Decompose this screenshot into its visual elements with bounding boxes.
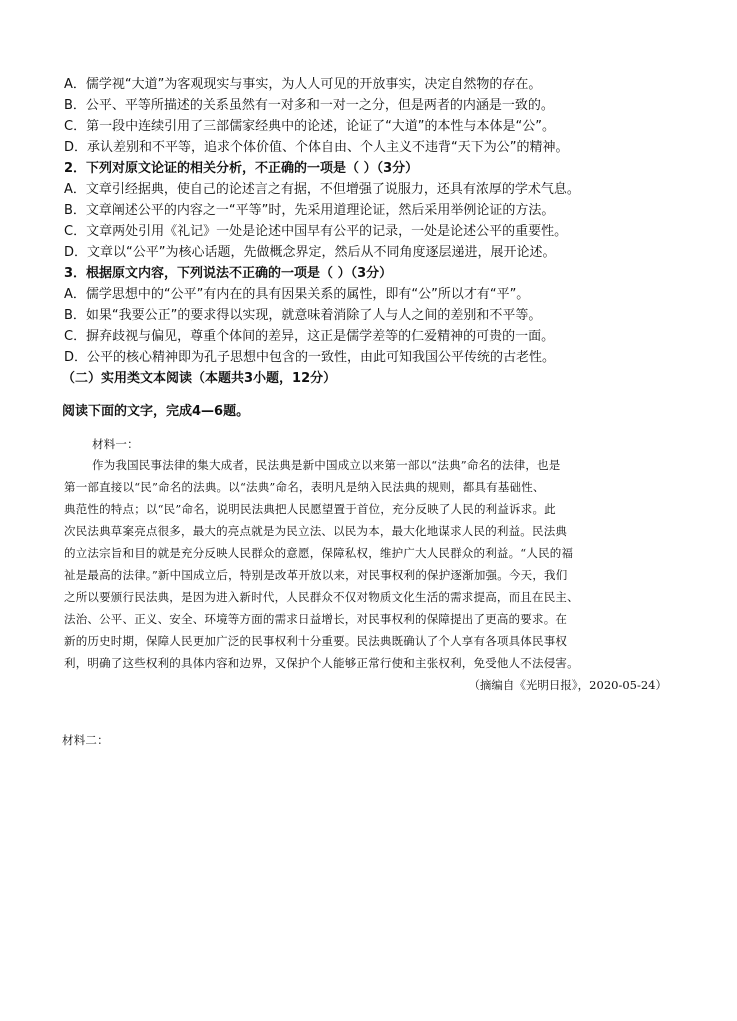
- material-1-line: 法治、公平、正义、安全、环境等方面的需求日益增长，对民事权利的保障提出了更高的要求。在: [64, 612, 568, 626]
- material-1-line: 利，明确了这些权利的具体内容和边界，又保护个人能够正常行使和主张权利，免受他人不法侵害。: [64, 656, 579, 670]
- q1-option-b: B．公平、平等所描述的关系虽然有一对多和一对一之分，但是两者的内涵是一致的。: [64, 98, 554, 113]
- q3-option-b: B．如果“我要公正”的要求得以实现，就意味着消除了人与人之间的差别和不平等。: [64, 308, 542, 323]
- q3-option-d: D．公平的核心精神即为孔子思想中包含的一致性，由此可知我国公平传统的古老性。: [64, 350, 556, 365]
- reading-instruction: 阅读下面的文字，完成4—6题。: [62, 404, 250, 419]
- q1-option-c: C．第一段中连续引用了三部儒家经典中的论述，论证了“大道”的本性与本体是“公”。: [64, 119, 556, 134]
- material-1-line: 的立法宗旨和目的就是充分反映人民群众的意愿，保障私权，维护广大人民群众的利益。“人民的福: [64, 546, 574, 560]
- material-1-line: 次民法典草案亮点很多，最大的亮点就是为民立法、以民为本，最大化地谋求人民的利益。民法典: [64, 524, 568, 538]
- material-1-line: 典范性的特点；以“民”命名，说明民法典把人民愿望置于首位，充分反映了人民的利益诉求。此: [64, 502, 556, 516]
- q3-option-a: A．儒学思想中的“公平”有内在的具有因果关系的属性，即有“公”所以才有“平”。: [64, 287, 530, 302]
- material-1-line: 之所以要颁行民法典，是因为进入新时代，人民群众不仅对物质文化生活的需求提高，而且在民主、: [64, 590, 579, 604]
- material-1-line: 祉是最高的法律。”新中国成立后，特别是改革开放以来，对民事权利的保护逐渐加强。今天，我们: [64, 568, 568, 582]
- q2-option-c: C．文章两处引用《礼记》一处是论述中国早有公平的记录，一处是论述公平的重要性。: [64, 224, 568, 239]
- q2-option-d: D．文章以“公平”为核心话题，先做概念界定，然后从不同角度逐层递进，展开论述。: [64, 245, 556, 260]
- material-1-line: 第一部直接以“民”命名的法典。以“法典”命名，表明凡是纳入民法典的规则，都具有基础性、: [64, 480, 545, 494]
- material-1-line: 作为我国民事法律的集大成者，民法典是新中国成立以来第一部以“法典”命名的法律，也是: [92, 458, 561, 472]
- q3-option-c: C．摒弃歧视与偏见，尊重个体间的差异，这正是儒学差等的仁爱精神的可贵的一面。: [64, 329, 555, 344]
- material-1-label: 材料一：: [92, 437, 139, 451]
- q1-option-a: A．儒学视“大道”为客观现实与事实，为人人可见的开放事实，决定自然物的存在。: [64, 77, 542, 92]
- question-3-title: 3．根据原文内容，下列说法不正确的一项是（ ）（3分）: [64, 266, 393, 281]
- section-title: （二）实用类文本阅读（本题共3小题，12分）: [62, 371, 337, 386]
- q2-option-a: A．文章引经据典，使自己的论述言之有据，不但增强了说服力，还具有浓厚的学术气息。: [64, 182, 580, 197]
- material-2-label: 材料二：: [62, 733, 109, 747]
- q2-option-b: B．文章阐述公平的内容之一“平等”时，先采用道理论证，然后采用举例论证的方法。: [64, 203, 555, 218]
- material-1-source: （摘编自《光明日报》，2020-05-24）: [468, 678, 667, 692]
- material-1-line: 新的历史时期，保障人民更加广泛的民事权利十分重要。民法典既确认了个人享有各项具体民事权: [64, 634, 568, 648]
- q1-option-d: D．承认差别和不平等，追求个体价值、个体自由、个人主义不违背“天下为公”的精神。: [64, 140, 569, 155]
- question-2-title: 2．下列对原文论证的相关分析，不正确的一项是（ ）（3分）: [64, 161, 419, 176]
